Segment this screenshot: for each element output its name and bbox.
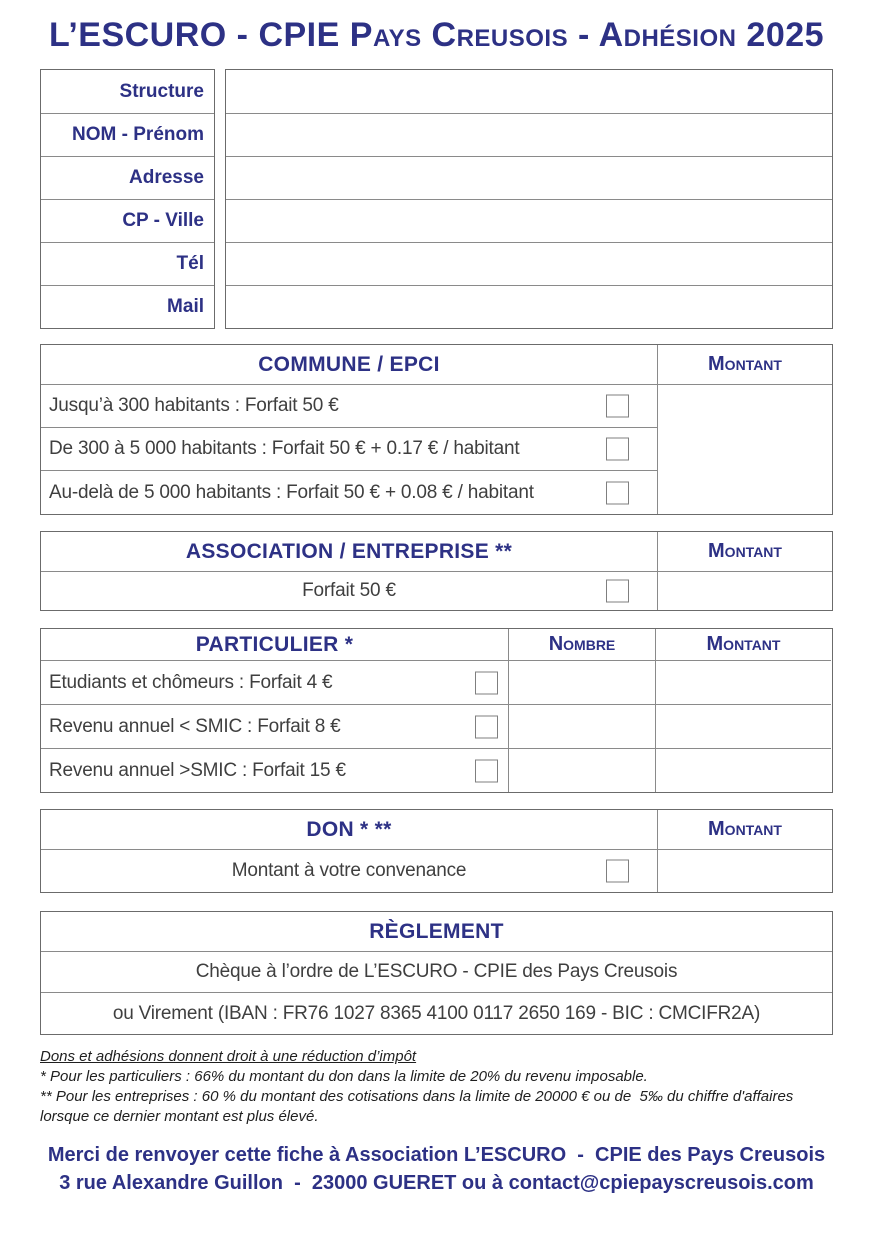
commune-epci-header: COMMUNE / EPCI [41,345,658,385]
mail-label: Mail [167,296,204,317]
particulier-row-etudiants-label: Etudiants et chômeurs : Forfait 4 € [49,671,333,693]
page-title-rest: Pays Creusois - Adhésion 2025 [349,16,825,54]
contact-label-row [41,70,214,113]
form-content [40,0,833,1197]
commune-row-300-5000-label: De 300 à 5 000 habitants : Forfait 50 € + 0.17 € / habitant [49,438,520,459]
mail-field[interactable] [226,285,832,328]
contact-label-row [41,285,214,328]
footer-line2: 3 rue Alexandre Guillon - 23000 GUERET ou à contact@cpiepayscreusois.com [59,1172,814,1194]
footer [40,1141,833,1197]
don-row [41,850,658,892]
contact-label-row [41,199,214,242]
particulier-row-sup-smic [41,749,509,792]
contact-section [40,69,833,329]
commune-montant-header: Montant [658,345,832,385]
association-montant-header: Montant [658,532,832,572]
contact-fields-table [225,69,833,329]
cp-ville-field[interactable] [226,199,832,242]
don-row-checkbox[interactable] [606,860,629,883]
particulier-inf-smic-nombre-cell[interactable] [509,705,656,749]
particulier-inf-smic-montant-cell[interactable] [656,705,831,749]
particulier-etudiants-nombre-cell[interactable] [509,661,656,705]
particulier-row-etudiants [41,661,509,705]
contact-label-row [41,113,214,156]
commune-row-plus-5000-checkbox[interactable] [606,481,629,504]
footnote-entreprises: ** Pour les entreprises : 60 % du montant des cotisations dans la limite de 20000 € ou de 5‰ du chiffre d'affaires lorsque ce dernier montant est plus élevé. [40,1088,798,1125]
reglement-virement-text: ou Virement (IBAN : FR76 1027 8365 4100 0117 2650 169 - BIC : CMCIFR2A) [112,1002,761,1024]
commune-epci-table [40,344,833,515]
page-title-org: L’ESCURO - CPIE [48,16,340,54]
nom-prenom-field[interactable] [226,113,832,156]
page-title [40,16,833,55]
particulier-header: PARTICULIER * [41,629,509,661]
don-row-label: Montant à votre convenance [231,860,467,881]
association-header: ASSOCIATION / ENTREPRISE ** [41,532,658,572]
structure-label: Structure [119,80,204,102]
footnotes [40,1047,833,1127]
don-table [40,809,833,893]
commune-row-300 [41,385,658,428]
particulier-etudiants-montant-cell[interactable] [656,661,831,705]
commune-row-300-5000 [41,428,658,471]
reglement-cheque-text: Chèque à l’ordre de L’ESCURO - CPIE des Pays Creusois [195,961,678,982]
association-montant-cell[interactable] [658,572,832,610]
association-row-label: Forfait 50 € [302,580,396,601]
don-header: DON * ** [41,810,658,850]
commune-row-300-checkbox[interactable] [606,395,629,418]
particulier-montant-header: Montant [656,629,831,661]
commune-montant-cell[interactable] [658,385,832,514]
particulier-row-inf-smic [41,705,509,749]
don-montant-header: Montant [658,810,832,850]
footnote-title: Dons et adhésions donnent droit à une réduction d’impôt [40,1048,417,1065]
particulier-row-etudiants-checkbox[interactable] [475,671,498,694]
tel-label: Tél [176,253,204,274]
particulier-nombre-header: Nombre [509,629,656,661]
particulier-row-inf-smic-checkbox[interactable] [475,715,498,738]
footer-line1: Merci de renvoyer cette fiche à Association L’ESCURO - CPIE des Pays Creusois [47,1144,826,1166]
particulier-sup-smic-nombre-cell[interactable] [509,749,656,792]
nom-prenom-label: NOM - Prénom [72,124,204,145]
particulier-sup-smic-montant-cell[interactable] [656,749,831,792]
association-row-checkbox[interactable] [606,580,629,603]
reglement-cheque-row [41,952,832,993]
reglement-table [40,911,833,1035]
particulier-row-sup-smic-checkbox[interactable] [475,759,498,782]
footnote-particuliers: * Pour les particuliers : 66% du montant du don dans la limite de 20% du revenu imposable. [40,1068,648,1085]
association-entreprise-table [40,531,833,611]
association-row [41,572,658,610]
contact-labels-table [40,69,215,329]
commune-row-plus-5000 [41,471,658,514]
structure-field[interactable] [226,70,832,113]
reglement-virement-row [41,993,832,1034]
reglement-header-row [41,912,832,952]
commune-row-300-5000-checkbox[interactable] [606,438,629,461]
adresse-field[interactable] [226,156,832,199]
cp-ville-label: CP - Ville [122,210,204,231]
contact-label-row [41,242,214,285]
commune-row-plus-5000-label: Au-delà de 5 000 habitants : Forfait 50 € + 0.08 € / habitant [49,481,534,503]
particulier-table [40,628,833,793]
tel-field[interactable] [226,242,832,285]
contact-label-row [41,156,214,199]
commune-row-300-label: Jusqu’à 300 habitants : Forfait 50 € [49,395,339,416]
don-montant-cell[interactable] [658,850,832,892]
particulier-row-sup-smic-label: Revenu annuel >SMIC : Forfait 15 € [49,759,346,781]
adresse-label: Adresse [129,167,204,188]
particulier-row-inf-smic-label: Revenu annuel < SMIC : Forfait 8 € [49,715,341,737]
reglement-header: RÈGLEMENT [369,919,504,943]
